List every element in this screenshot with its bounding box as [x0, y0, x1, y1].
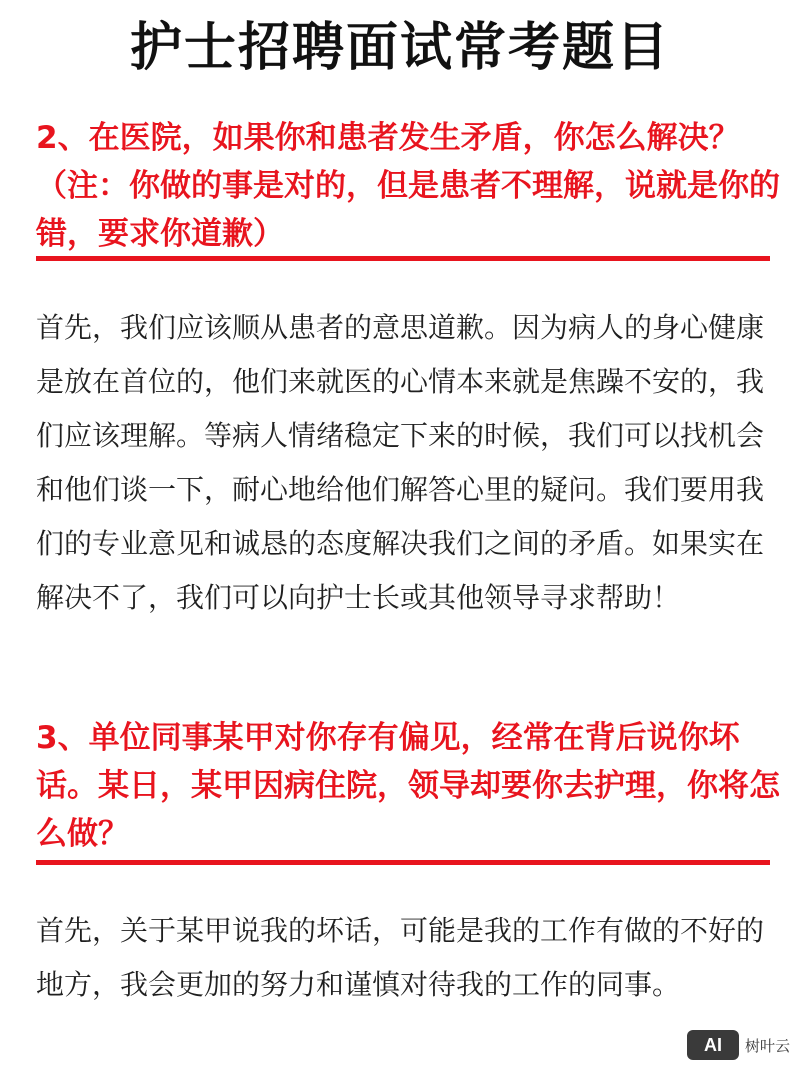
ai-logo-icon: AI	[687, 1030, 739, 1060]
question-3-divider	[36, 860, 770, 865]
watermark	[687, 1030, 790, 1060]
question-2-divider	[36, 256, 770, 261]
answer-3: 首先，关于某甲说我的坏话，可能是我的工作有做的不好的地方，我会更加的努力和谨慎对待我的工作的同事。	[36, 914, 765, 1001]
answer-2: 首先，我们应该顺从患者的意思道歉。因为病人的身心健康是放在首位的，他们来就医的心情本来就是焦躁不安的，我们应该理解。等病人情绪稳定下来的时候，我们可以找机会和他们谈一下，耐心地给他们解答心里的疑问。我们要用我们的专业意见和诚恳的态度解决我们之间的矛盾。如果实在解决不了，我们可以向护士长或其他领导寻求帮助！	[36, 311, 765, 614]
question-2: 2、在医院，如果你和患者发生矛盾，你怎么解决？（注：你做的事是对的，但是患者不理解，说就是你的错，要求你道歉）	[36, 120, 780, 252]
page-title: 护士招聘面试常考题目	[129, 18, 670, 78]
watermark-text: 树叶云	[744, 1036, 790, 1055]
question-3: 3、单位同事某甲对你存有偏见，经常在背后说你坏话。某日，某甲因病住院，领导却要你去护理，你将怎么做？	[36, 720, 780, 852]
